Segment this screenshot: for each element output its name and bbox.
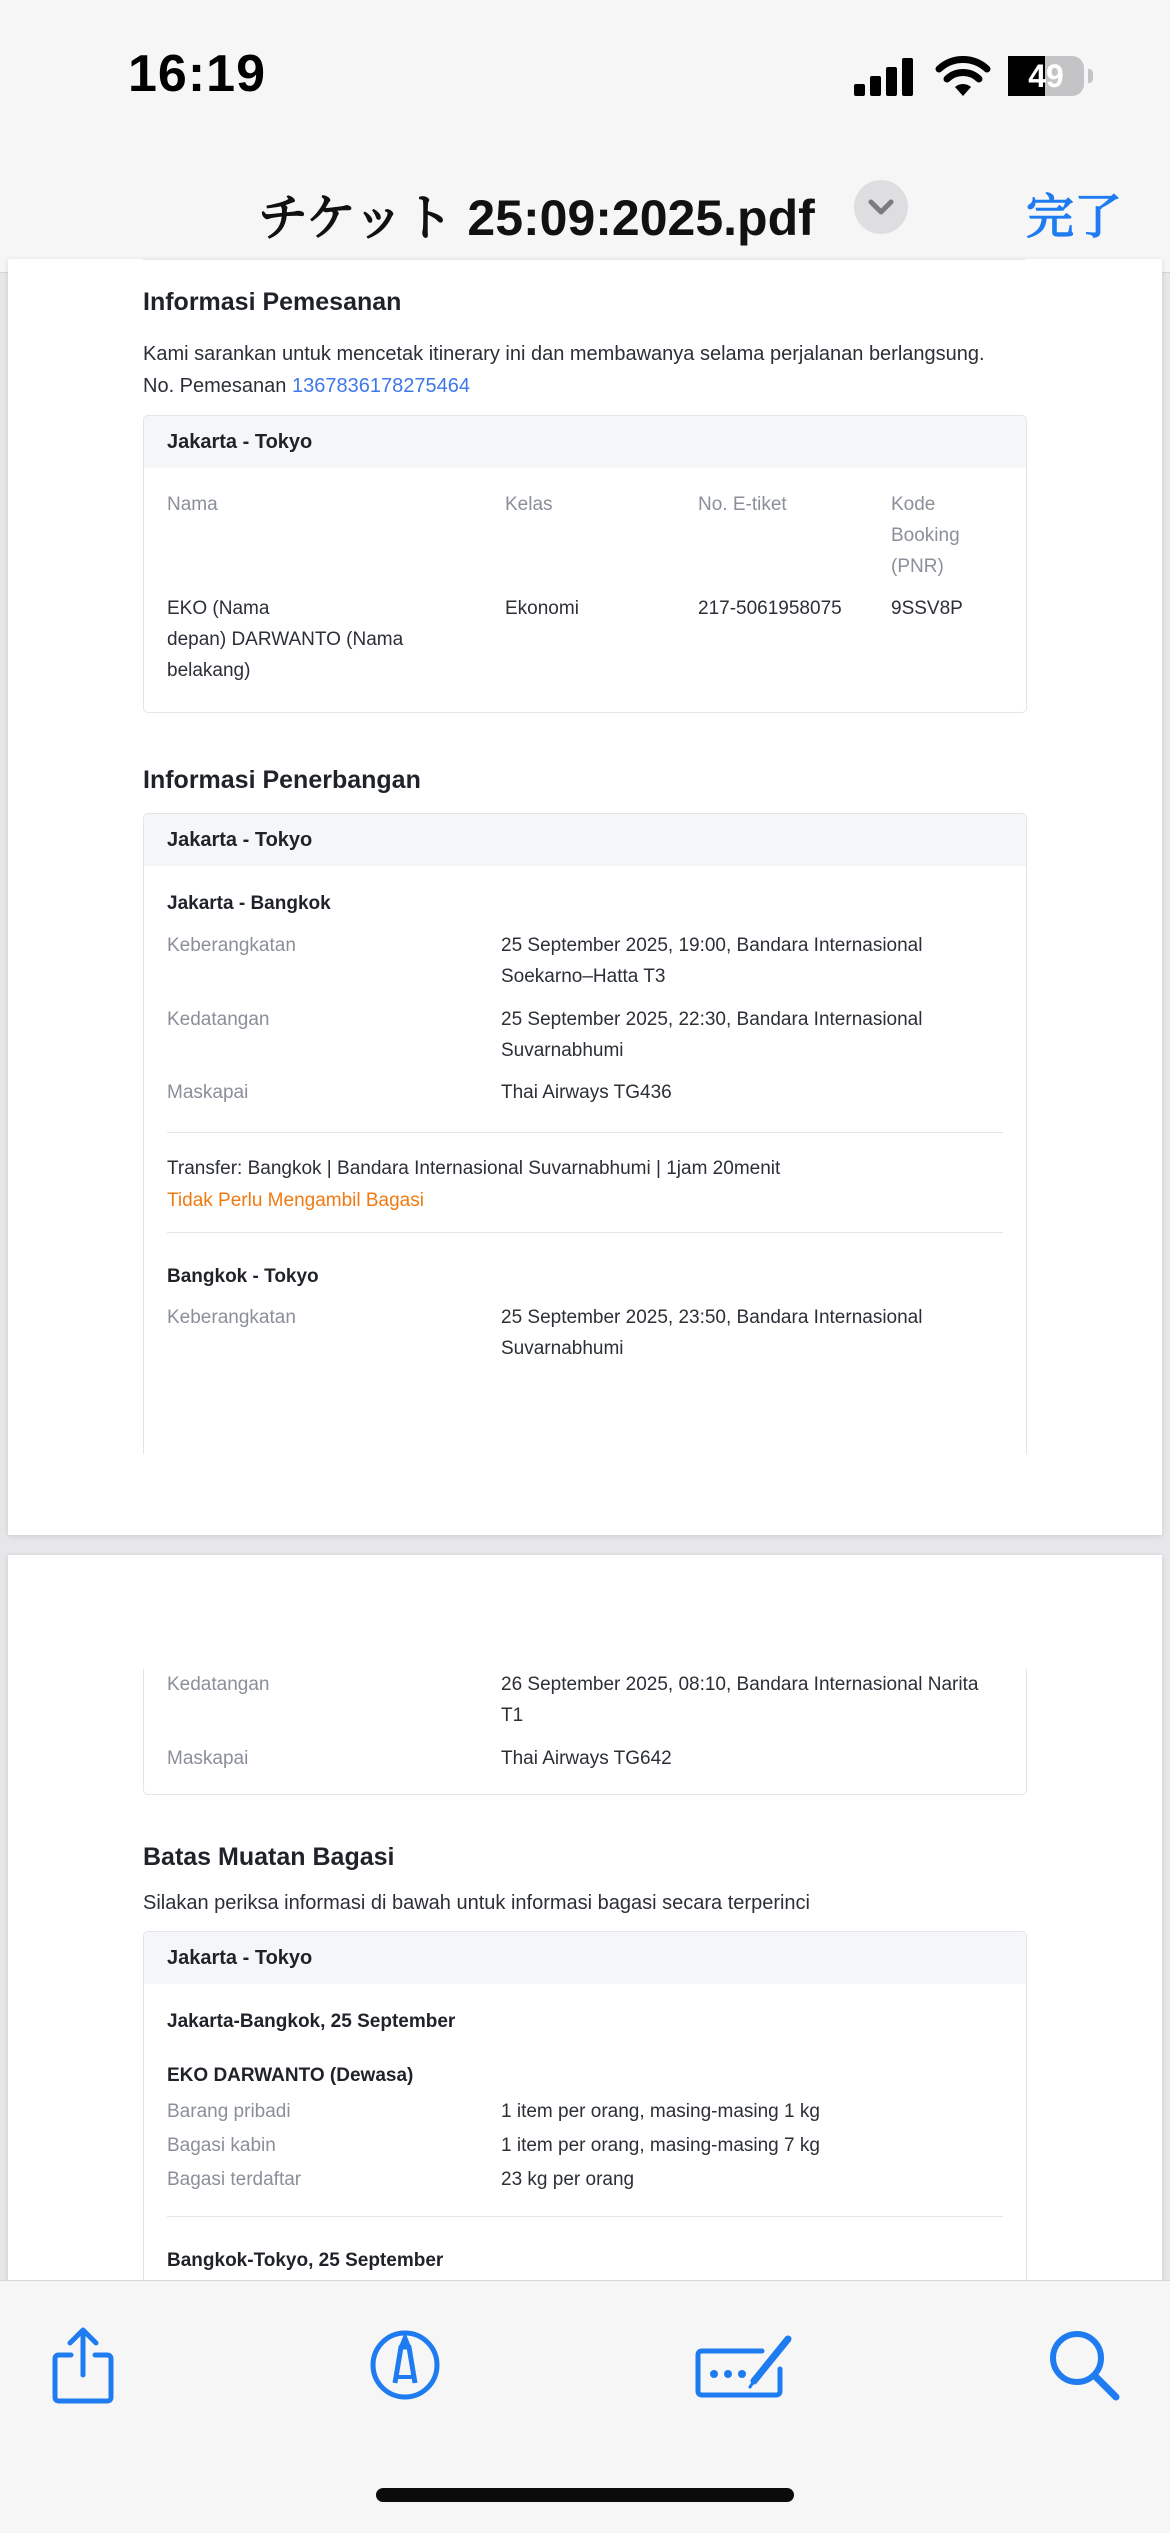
leg2-arrival-line-1: 26 September 2025, 08:10, Bandara Internasional Narita — [501, 1674, 979, 1695]
leg2-arrival-line-2: T1 — [501, 1705, 524, 1726]
header-eticket: No. E-tiket — [698, 494, 787, 515]
passenger-name-line-2: depan) DARWANTO (Nama — [167, 629, 404, 650]
cabin-baggage-label: Bagasi kabin — [167, 2135, 276, 2156]
nav-bar — [0, 150, 1170, 273]
flight-info-title: Informasi Penerbangan — [143, 766, 421, 794]
cabin-baggage-value: 1 item per orang, masing-masing 7 kg — [501, 2135, 820, 2156]
pdf-page-2 — [8, 1555, 1162, 2315]
leg2-departure-label: Keberangkatan — [167, 1307, 296, 1328]
page-top-rule — [143, 259, 1025, 260]
leg1-departure-line-1: 25 September 2025, 19:00, Bandara Internasional — [501, 935, 923, 956]
wifi-icon — [936, 56, 990, 98]
passenger-pnr: 9SSV8P — [891, 598, 963, 619]
leg1-departure-line-2: Soekarno–Hatta T3 — [501, 966, 666, 987]
baggage-segment-2: Bangkok-Tokyo, 25 September — [167, 2250, 444, 2271]
transfer-divider-top — [167, 1132, 1003, 1133]
booking-number-label: No. Pemesanan — [143, 375, 287, 397]
booking-number-link[interactable]: 1367836178275464 — [291, 375, 470, 397]
booking-note: Kami sarankan untuk mencetak itinerary ini dan membawanya selama perjalanan berlangsung. — [143, 343, 985, 365]
header-pnr-line-3: (PNR) — [891, 556, 944, 577]
document-title[interactable]: チケット 25:09:2025.pdf — [258, 190, 815, 246]
leg1-arrival-label: Kedatangan — [167, 1009, 270, 1030]
chevron-down-icon — [854, 180, 908, 234]
leg1-arrival-line-1: 25 September 2025, 22:30, Bandara Internasional — [501, 1009, 923, 1030]
leg2-departure-line-2: Suvarnabhumi — [501, 1338, 624, 1359]
flight-card-header — [144, 814, 1026, 866]
leg1-airline-label: Maskapai — [167, 1082, 249, 1103]
header-pnr-line-1: Kode — [891, 494, 936, 515]
flight-card-continued — [143, 1669, 1027, 1795]
search-icon[interactable] — [1044, 2325, 1124, 2405]
leg2-arrival-label: Kedatangan — [167, 1674, 270, 1695]
battery-icon — [1008, 56, 1092, 98]
baggage-divider — [167, 2216, 1003, 2217]
leg2-airline: Thai Airways TG642 — [501, 1748, 672, 1769]
baggage-passenger: EKO DARWANTO (Dewasa) — [167, 2065, 414, 2086]
cellular-signal-icon — [854, 58, 916, 96]
title-menu-button[interactable] — [854, 180, 908, 234]
markup-icon[interactable] — [365, 2325, 445, 2405]
baggage-title: Batas Muatan Bagasi — [143, 1843, 395, 1871]
leg1-departure-label: Keberangkatan — [167, 935, 296, 956]
passenger-name-line-1: EKO (Nama — [167, 598, 270, 619]
booking-card — [143, 415, 1027, 713]
checked-baggage-label: Bagasi terdaftar — [167, 2169, 302, 2190]
leg1-airline: Thai Airways TG436 — [501, 1082, 672, 1103]
share-icon[interactable] — [43, 2325, 123, 2405]
booking-route: Jakarta - Tokyo — [167, 431, 313, 453]
leg2-title: Bangkok - Tokyo — [167, 1266, 319, 1287]
transfer-divider-bottom — [167, 1232, 1003, 1233]
baggage-pickup-note: Tidak Perlu Mengambil Bagasi — [167, 1190, 424, 1211]
header-name: Nama — [167, 494, 218, 515]
passenger-class: Ekonomi — [505, 598, 579, 619]
baggage-route: Jakarta - Tokyo — [167, 1947, 313, 1969]
signature-icon[interactable] — [692, 2325, 796, 2405]
personal-item-value: 1 item per orang, masing-masing 1 kg — [501, 2101, 820, 2122]
pdf-viewer[interactable] — [0, 273, 1170, 2280]
leg1-title: Jakarta - Bangkok — [167, 893, 331, 914]
leg2-airline-label: Maskapai — [167, 1748, 249, 1769]
checked-baggage-value: 23 kg per orang — [501, 2169, 635, 2190]
leg1-arrival-line-2: Suvarnabhumi — [501, 1040, 624, 1061]
flight-route: Jakarta - Tokyo — [167, 829, 313, 851]
booking-card-header — [144, 416, 1026, 468]
passenger-name-line-3: belakang) — [167, 660, 251, 681]
battery-tip — [1088, 69, 1093, 83]
status-bar — [0, 0, 1170, 150]
done-button[interactable]: 完了 — [1026, 191, 1123, 244]
booking-info-title: Informasi Pemesanan — [143, 288, 402, 316]
booking-number-line — [143, 375, 470, 398]
flight-card — [143, 813, 1027, 1454]
pdf-page-1 — [8, 259, 1162, 1535]
baggage-note: Silakan periksa informasi di bawah untuk informasi bagasi secara terperinci — [143, 1892, 810, 1914]
baggage-segment-1: Jakarta-Bangkok, 25 September — [167, 2011, 456, 2032]
home-indicator[interactable] — [376, 2488, 794, 2502]
transfer-info: Transfer: Bangkok | Bandara Internasional Suvarnabhumi | 1jam 20menit — [167, 1158, 781, 1179]
passenger-eticket: 217-5061958075 — [698, 598, 842, 619]
personal-item-label: Barang pribadi — [167, 2101, 291, 2122]
leg2-departure-line-1: 25 September 2025, 23:50, Bandara Internasional — [501, 1307, 923, 1328]
battery-level: 49 — [1028, 58, 1064, 94]
header-pnr-line-2: Booking — [891, 525, 960, 546]
status-time: 16:19 — [128, 45, 266, 103]
baggage-card-header — [144, 1932, 1026, 1984]
header-class: Kelas — [505, 494, 553, 515]
battery-body — [1008, 56, 1084, 96]
